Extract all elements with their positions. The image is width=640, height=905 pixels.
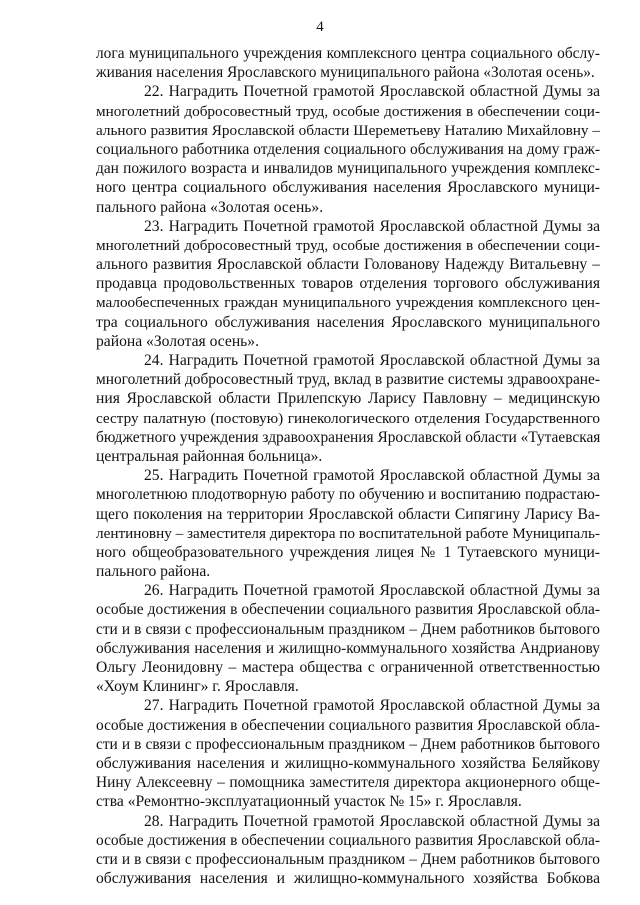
text-line: ального развития Ярославской области Голованову Надежду Витальевну – <box>96 256 600 274</box>
text-line: пального района «Золотая осень». <box>96 198 324 216</box>
text-line: многолетний добросовестный труд, особые достижения в обеспечении соци- <box>96 102 600 120</box>
paragraph-first-line: 28. Наградить Почетной грамотой Ярославской областной Думы за <box>144 812 600 830</box>
paragraph-first-line: 22. Наградить Почетной грамотой Ярославской областной Думы за <box>144 83 600 101</box>
text-line: щего поколения на территории Ярославской области Сипягину Ларису Ва- <box>96 505 600 523</box>
text-line: центральная районная больница». <box>96 447 323 465</box>
text-line: особые достижения в обеспечении социального развития Ярославской обла- <box>96 831 600 849</box>
text-line: обслуживания населения и жилищно-коммунального хозяйства Бобкова <box>96 870 600 888</box>
text-line: обслуживания населения и жилищно-коммунального хозяйства Андрианову <box>96 639 600 657</box>
text-line: многолетний добросовестный труд, особые достижения в обеспечении соци- <box>96 236 600 254</box>
page-number: 4 <box>316 19 324 35</box>
text-line: малообеспеченных граждан муниципального учреждения комплексного цен- <box>96 294 600 312</box>
text-line: «Хоум Клининг» г. Ярославля. <box>96 678 299 696</box>
text-line: ного общеобразовательного учреждения лицея № 1 Тутаевского муници- <box>96 543 600 561</box>
text-line: продавца продовольственных товаров отделения торгового обслуживания <box>96 275 600 293</box>
text-line: сти и в связи с профессиональным праздником – Днем работников бытового <box>96 735 600 753</box>
text-line: ного центра социального обслуживания населения Ярославского муници- <box>96 179 600 197</box>
text-line: тра социального обслуживания населения Ярославского муниципального <box>96 313 600 331</box>
text-line: сти и в связи с профессиональным праздником – Днем работников бытового <box>96 850 600 868</box>
text-line: многолетний добросовестный труд, вклад в развитие системы здравоохране- <box>96 371 600 389</box>
paragraph-first-line: 27. Наградить Почетной грамотой Ярославской областной Думы за <box>144 697 600 715</box>
text-line: обслуживания населения и жилищно-коммунального хозяйства Беляйкову <box>96 754 600 772</box>
text-line: сти и в связи с профессиональным праздником – Днем работников бытового <box>96 620 600 638</box>
text-line: пального района. <box>96 563 211 581</box>
paragraph-first-line: 23. Наградить Почетной грамотой Ярославской областной Думы за <box>144 217 600 235</box>
text-line: Нину Алексеевну – помощника заместителя директора акционерного обще- <box>96 774 600 792</box>
text-line: сестру палатную (постовую) гинекологического отделения Государственного <box>96 409 600 427</box>
text-line: бюджетного учреждения здравоохранения Ярославской области «Тутаевская <box>96 428 600 446</box>
text-line: ства «Ремонтно-эксплуатационный участок № 15» г. Ярославля. <box>96 793 522 811</box>
paragraph-first-line: 26. Наградить Почетной грамотой Ярославской областной Думы за <box>144 582 600 600</box>
paragraph-first-line: 24. Наградить Почетной грамотой Ярославской областной Думы за <box>144 352 600 369</box>
text-line: дан пожилого возраста и инвалидов муниципального учреждения комплекс- <box>96 160 600 178</box>
paragraph-first-line: 25. Наградить Почетной грамотой Ярославской областной Думы за <box>144 467 600 485</box>
text-line: лентиновну – заместителя директора по воспитательной работе Муниципаль- <box>96 524 600 542</box>
document-body <box>96 44 600 888</box>
text-line: особые достижения в обеспечении социального развития Ярославской обла- <box>96 716 600 734</box>
text-line: района «Золотая осень». <box>96 332 259 350</box>
text-line: живания населения Ярославского муниципального района «Золотая осень». <box>96 64 595 82</box>
text-line: Ольгу Леонидовну – мастера общества с ограниченной ответственностью <box>96 659 600 676</box>
text-line: особые достижения в обеспечении социального развития Ярославской обла- <box>96 601 600 619</box>
text-line: лога муниципального учреждения комплексного центра социального обслу- <box>96 45 600 62</box>
text-line: социального работника отделения социального обслуживания на дому граж- <box>96 140 600 158</box>
text-line: ального развития Ярославской области Шереметьеву Наталию Михайловну – <box>96 121 600 139</box>
text-line: многолетнюю плодотворную работу по обучению и воспитанию подрастаю- <box>96 486 600 504</box>
text-line: ния Ярославской области Прилепскую Ларису Павловну – медицинскую <box>96 390 600 408</box>
